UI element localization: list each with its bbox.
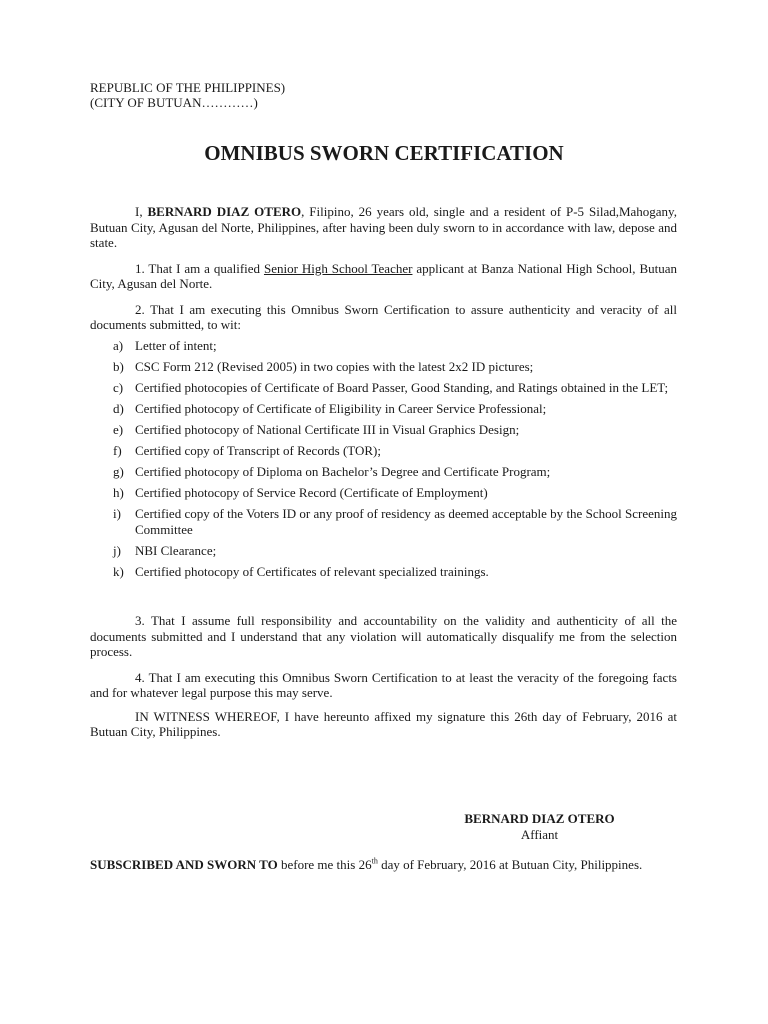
position-applied: Senior High School Teacher (263, 260, 413, 276)
document-item-text: Certified photocopy of Diploma on Bachelor’s Degree and Certificate Program; (135, 464, 551, 480)
document-item-marker: g) (113, 464, 124, 480)
document-item (90, 564, 677, 580)
document-item-text: CSC Form 212 (Revised 2005) in two copies with the latest 2x2 ID pictures; (135, 358, 534, 374)
document-item (90, 506, 677, 537)
documents-list (90, 338, 677, 580)
document-item-text: Certified photocopy of Certificates of relevant specialized trainings. (135, 563, 489, 579)
affiant-name: BERNARD DIAZ OTERO (147, 204, 302, 219)
jurat-before-day: before me this 26 (277, 857, 372, 872)
document-item-marker: a) (113, 337, 124, 353)
document-item (90, 338, 677, 354)
document-body (90, 204, 677, 740)
venue-republic: REPUBLIC OF THE PHILIPPINES) (90, 80, 286, 95)
intro-prefix: I, (135, 204, 148, 219)
document-item-marker: d) (113, 400, 124, 416)
document-item (90, 543, 677, 559)
signature-block (452, 811, 627, 842)
document-item-marker: e) (113, 421, 124, 437)
document-item (90, 443, 677, 459)
document-item (90, 401, 677, 417)
document-item-text: Certified photocopies of Certificate of Board Passer, Good Standing, and Ratings obtained in the LET; (135, 379, 669, 395)
statement-4: 4. That I am executing this Omnibus Sworn Certification to at least the veracity of the foregoing facts and for whatever legal purpose this may serve. (90, 669, 677, 701)
document-item-marker: i) (113, 506, 121, 522)
document-item-marker: k) (113, 563, 124, 579)
document-item-marker: c) (113, 379, 124, 395)
document-item (90, 422, 677, 438)
venue-city: (CITY OF BUTUAN…………) (90, 95, 258, 110)
document-item (90, 485, 677, 501)
statement-2: 2. That I am executing this Omnibus Sworn Certification to assure authenticity and veracity of all documents submitted, to wit: (90, 301, 677, 332)
document-item-text: Certified photocopy of Certificate of Eligibility in Career Service Professional; (135, 400, 547, 416)
jurat-clause (90, 857, 677, 873)
document-item-marker: h) (113, 485, 124, 501)
document-item (90, 464, 677, 480)
document-item-text: Certified photocopy of National Certificate III in Visual Graphics Design; (135, 421, 520, 437)
document-item-text: Certified copy of Transcript of Records (TOR); (135, 442, 381, 458)
document-item-text: NBI Clearance; (135, 542, 217, 558)
statement-1 (90, 261, 677, 292)
venue-header (90, 80, 285, 110)
statement-1-before: 1. That I am a qualified (135, 260, 264, 276)
witness-clause: IN WITNESS WHEREOF, I have hereunto affixed my signature this 26th day of February, 2016 at Butuan City, Philippines. (90, 708, 677, 740)
statement-1-after: applicant at Banza National High School, Butuan City, Agusan del Norte. (90, 260, 677, 291)
document-item-text: Certified copy of the Voters ID or any proof of residency as deemed acceptable by the School Screening Committee (135, 506, 677, 537)
document-item-text: Letter of intent; (135, 337, 217, 353)
document-item-marker: b) (113, 358, 124, 374)
document-item-marker: f) (113, 442, 122, 458)
document-title: OMNIBUS SWORN CERTIFICATION (204, 141, 564, 165)
intro-paragraph (90, 204, 677, 251)
signatory-role: Affiant (520, 826, 559, 842)
document-item (90, 380, 677, 396)
document-item-marker: j) (113, 542, 121, 558)
statement-3: 3. That I assume full responsibility and accountability on the validity and authenticity of all the documents submitted and I understand that any violation will automatically disqualify me from the selection process. (90, 613, 677, 660)
document-item (90, 359, 677, 375)
jurat-heading: SUBSCRIBED AND SWORN TO (90, 857, 278, 872)
document-item-text: Certified photocopy of Service Record (Certificate of Employment) (135, 485, 488, 501)
jurat-day-suffix: th (371, 856, 378, 866)
jurat-after-day: day of February, 2016 at Butuan City, Philippines. (377, 857, 643, 872)
intro-rest: , Filipino, 26 years old, single and a resident of P-5 Silad,Mahogany, Butuan City, Agusan del Norte, Philippines, after having been duly sworn to in accordance with law, depose and state. (90, 204, 677, 250)
signatory-name: BERNARD DIAZ OTERO (464, 811, 615, 826)
